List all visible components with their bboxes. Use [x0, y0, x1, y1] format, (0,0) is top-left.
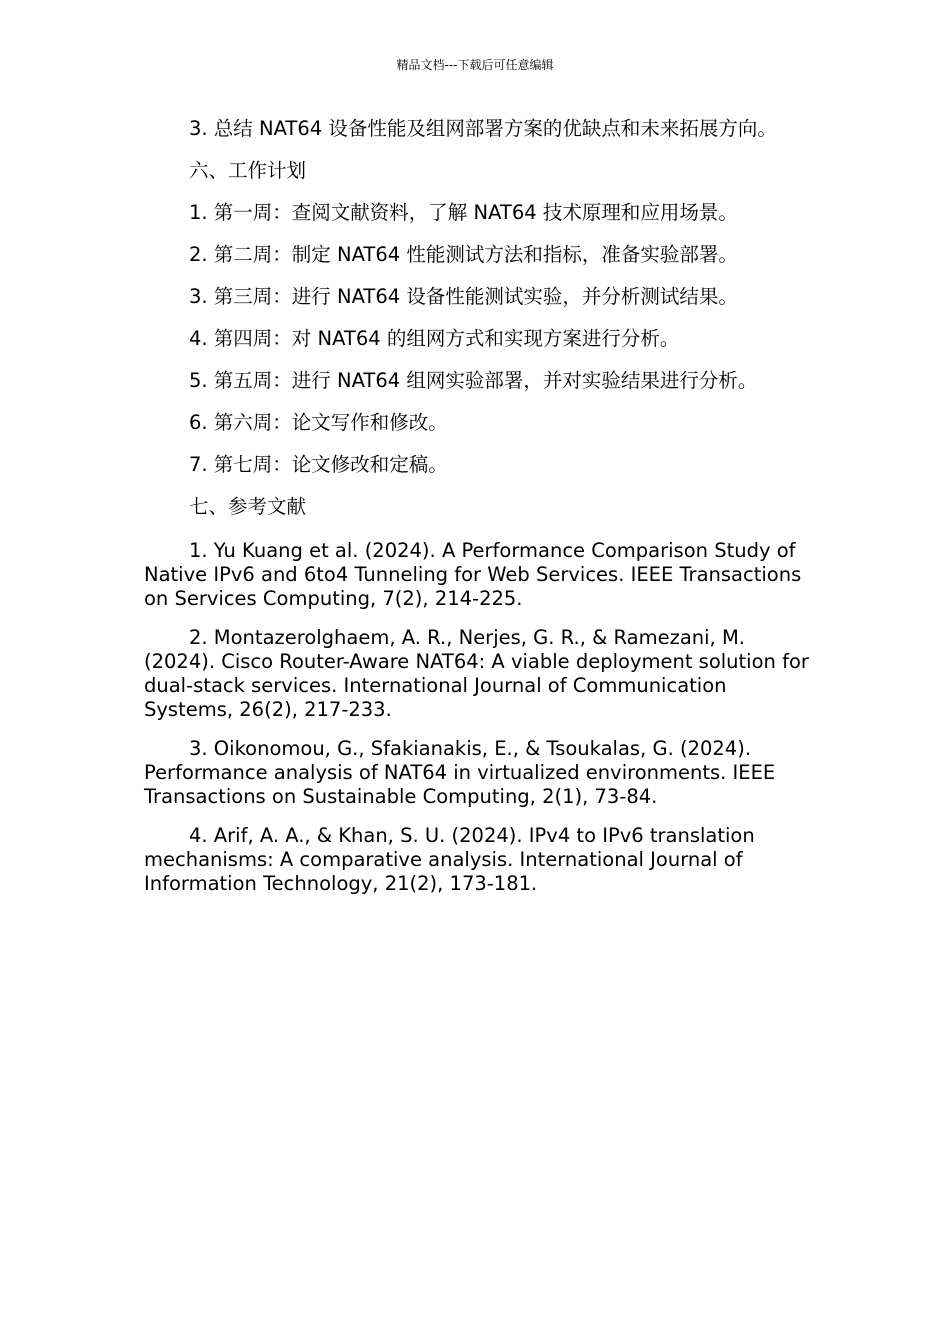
reference-2: 2. Montazerolghaem, A. R., Nerjes, G. R., & Ramezani, M. (2024). Cisco Router-Aware NAT64: A viable deployment solution for dual-stack services. International Journal of Communication Systems, 26(2), 217-233. — [144, 626, 809, 721]
plan-item-week-6: 6. 第六周：论文写作和修改。 — [189, 411, 448, 434]
reference-1: 1. Yu Kuang et al. (2024). A Performance Comparison Study of Native IPv6 and 6to4 Tunneling for Web Services. IEEE Transactions on Services Computing, 7(2), 214-225. — [144, 539, 802, 610]
plan-item-week-2: 2. 第二周：制定 NAT64 性能测试方法和指标，准备实验部署。 — [189, 243, 738, 266]
reference-4: 4. Arif, A. A., & Khan, S. U. (2024). IPv4 to IPv6 translation mechanisms: A comparative analysis. International Journal of Information Technology, 21(2), 173-181. — [144, 824, 755, 895]
plan-item-week-7: 7. 第七周：论文修改和定稿。 — [189, 453, 448, 476]
plan-item-week-5: 5. 第五周：进行 NAT64 组网实验部署，并对实验结果进行分析。 — [189, 369, 758, 392]
page-header: 精品文档---下载后可任意编辑 — [396, 58, 554, 72]
plan-item-week-1: 1. 第一周：查阅文献资料，了解 NAT64 技术原理和应用场景。 — [189, 201, 738, 224]
section-heading-work-plan: 六、工作计划 — [189, 159, 307, 182]
section-heading-references: 七、参考文献 — [189, 495, 307, 518]
plan-item-week-4: 4. 第四周：对 NAT64 的组网方式和实现方案进行分析。 — [189, 327, 680, 350]
plan-item-week-3: 3. 第三周：进行 NAT64 设备性能测试实验，并分析测试结果。 — [189, 285, 738, 308]
summary-item-3: 3. 总结 NAT64 设备性能及组网部署方案的优缺点和未来拓展方向。 — [189, 117, 777, 140]
document-body — [144, 116, 814, 911]
reference-3: 3. Oikonomou, G., Sfakianakis, E., & Tsoukalas, G. (2024). Performance analysis of NAT64 in virtualized environments. IEEE Transactions on Sustainable Computing, 2(1), 73-84. — [144, 737, 776, 808]
